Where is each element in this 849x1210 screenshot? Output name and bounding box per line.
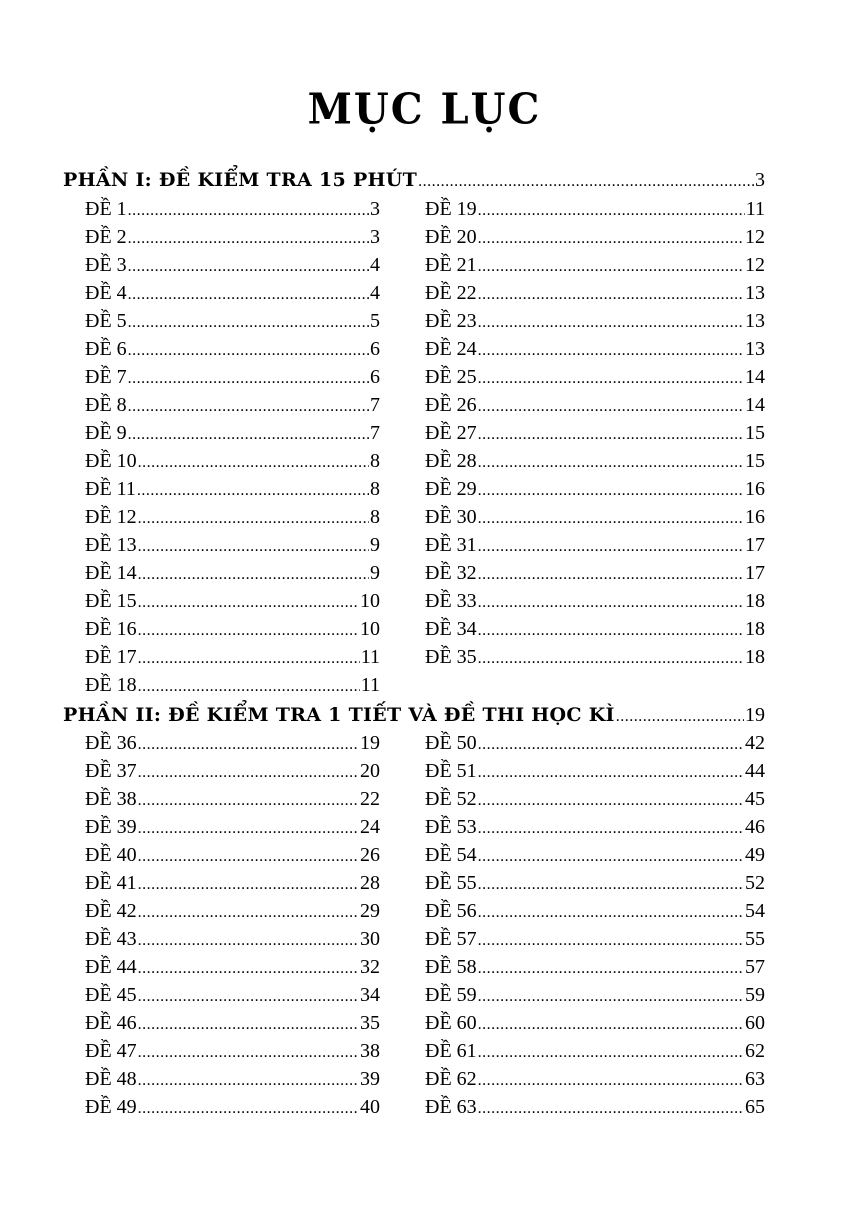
dot-leader (478, 587, 744, 617)
entry-label: ĐỀ 25 (425, 366, 477, 388)
entry-label: ĐỀ 36 (85, 732, 137, 754)
toc-entry[interactable] (85, 391, 380, 419)
dot-leader (478, 1093, 744, 1123)
dot-leader (138, 615, 359, 645)
entry-page-number: 17 (745, 562, 765, 584)
entry-label: ĐỀ 34 (425, 618, 477, 640)
entry-page-number: 14 (745, 394, 765, 416)
entry-label: ĐỀ 54 (425, 844, 477, 866)
dot-leader (128, 251, 369, 281)
entry-label: ĐỀ 31 (425, 534, 477, 556)
entry-page-number: 55 (745, 928, 765, 950)
entry-label: ĐỀ 22 (425, 282, 477, 304)
entry-page-number: 7 (370, 422, 380, 444)
toc-entry[interactable] (425, 869, 765, 897)
toc-entry[interactable] (85, 981, 380, 1009)
dot-leader (478, 869, 744, 899)
dot-leader (128, 363, 369, 393)
dot-leader (478, 1037, 744, 1067)
dot-leader (478, 813, 744, 843)
entry-label: ĐỀ 30 (425, 506, 477, 528)
entry-page-number: 11 (360, 646, 380, 668)
entry-page-number: 8 (370, 450, 380, 472)
entry-page-number: 15 (745, 422, 765, 444)
dot-leader (138, 1009, 359, 1039)
entry-page-number: 63 (745, 1068, 765, 1090)
entry-label: ĐỀ 50 (425, 732, 477, 754)
toc-entry[interactable] (85, 1065, 380, 1093)
dot-leader (138, 953, 359, 983)
entry-page-number: 7 (370, 394, 380, 416)
entry-page-number: 15 (745, 450, 765, 472)
section-page-number: 3 (755, 169, 765, 191)
toc-entry[interactable] (425, 391, 765, 419)
entry-page-number: 29 (360, 900, 380, 922)
entry-label: ĐỀ 10 (85, 450, 137, 472)
dot-leader (478, 363, 744, 393)
entry-page-number: 60 (745, 1012, 765, 1034)
dot-leader (138, 503, 369, 533)
part1-right-column (425, 195, 765, 671)
entry-label: ĐỀ 48 (85, 1068, 137, 1090)
entry-page-number: 44 (745, 760, 765, 782)
dot-leader (138, 897, 359, 927)
toc-entry[interactable] (85, 729, 380, 757)
entry-page-number: 10 (360, 618, 380, 640)
entry-page-number: 52 (745, 872, 765, 894)
entry-label: ĐỀ 8 (85, 394, 127, 416)
entry-page-number: 65 (745, 1096, 765, 1118)
dot-leader (478, 981, 744, 1011)
toc-entry[interactable] (85, 1009, 380, 1037)
entry-label: ĐỀ 56 (425, 900, 477, 922)
entry-label: ĐỀ 51 (425, 760, 477, 782)
entry-page-number: 5 (370, 310, 380, 332)
toc-entry[interactable] (85, 1037, 380, 1065)
toc-entry[interactable] (425, 307, 765, 335)
dot-leader (138, 869, 359, 899)
dot-leader (138, 785, 359, 815)
entry-label: ĐỀ 24 (425, 338, 477, 360)
entry-page-number: 42 (745, 732, 765, 754)
entry-page-number: 26 (360, 844, 380, 866)
toc-entry[interactable] (425, 841, 765, 869)
entry-label: ĐỀ 47 (85, 1040, 137, 1062)
toc-entry[interactable] (425, 1009, 765, 1037)
toc-entry[interactable] (425, 897, 765, 925)
toc-entry[interactable] (425, 757, 765, 785)
toc-entry[interactable] (425, 475, 765, 503)
dot-leader (138, 1037, 359, 1067)
dot-leader (478, 953, 744, 983)
entry-page-number: 39 (360, 1068, 380, 1090)
entry-page-number: 59 (745, 984, 765, 1006)
dot-leader (128, 419, 369, 449)
toc-entry[interactable] (425, 587, 765, 615)
entry-page-number: 13 (745, 310, 765, 332)
toc-entry[interactable] (85, 363, 380, 391)
dot-leader (478, 559, 744, 589)
entry-label: ĐỀ 42 (85, 900, 137, 922)
toc-entry[interactable] (425, 643, 765, 671)
toc-entry[interactable] (85, 925, 380, 953)
toc-entry[interactable] (425, 729, 765, 757)
dot-leader (138, 643, 360, 673)
part1-left-column (85, 195, 380, 699)
entry-page-number: 34 (360, 984, 380, 1006)
toc-entry[interactable] (425, 195, 765, 223)
dot-leader (478, 615, 744, 645)
entry-page-number: 24 (360, 816, 380, 838)
entry-page-number: 6 (370, 338, 380, 360)
entry-label: ĐỀ 33 (425, 590, 477, 612)
dot-leader (478, 897, 744, 927)
dot-leader (138, 587, 359, 617)
part2-right-column (425, 729, 765, 1121)
toc-entry[interactable] (425, 785, 765, 813)
entry-label: ĐỀ 4 (85, 282, 127, 304)
section-page-number: 19 (745, 704, 765, 726)
toc-entry[interactable] (425, 981, 765, 1009)
entry-page-number: 3 (370, 226, 380, 248)
entry-page-number: 18 (745, 590, 765, 612)
entry-page-number: 4 (370, 254, 380, 276)
toc-entry[interactable] (85, 953, 380, 981)
entry-label: ĐỀ 46 (85, 1012, 137, 1034)
entry-page-number: 30 (360, 928, 380, 950)
dot-leader (128, 223, 369, 253)
dot-leader (478, 841, 744, 871)
dot-leader (478, 757, 744, 787)
entry-page-number: 4 (370, 282, 380, 304)
toc-entry[interactable] (85, 643, 380, 671)
entry-label: ĐỀ 18 (85, 674, 137, 696)
entry-label: ĐỀ 14 (85, 562, 137, 584)
entry-page-number: 22 (360, 788, 380, 810)
entry-label: ĐỀ 52 (425, 788, 477, 810)
dot-leader (128, 307, 369, 337)
entry-page-number: 20 (360, 760, 380, 782)
dot-leader (478, 335, 744, 365)
entry-page-number: 46 (745, 816, 765, 838)
toc-section-part1[interactable] (63, 166, 765, 194)
dot-leader (138, 1093, 359, 1123)
toc-entry[interactable] (425, 419, 765, 447)
toc-entry[interactable] (425, 447, 765, 475)
dot-leader (138, 841, 359, 871)
entry-label: ĐỀ 39 (85, 816, 137, 838)
dot-leader (478, 785, 744, 815)
entry-label: ĐỀ 15 (85, 590, 137, 612)
entry-page-number: 19 (360, 732, 380, 754)
toc-entry[interactable] (425, 1093, 765, 1121)
toc-entry[interactable] (85, 531, 380, 559)
entry-page-number: 9 (370, 562, 380, 584)
entry-label: ĐỀ 45 (85, 984, 137, 1006)
toc-entry[interactable] (85, 671, 380, 699)
entry-label: ĐỀ 12 (85, 506, 137, 528)
dot-leader (138, 981, 359, 1011)
dot-leader (478, 531, 744, 561)
entry-label: ĐỀ 63 (425, 1096, 477, 1118)
dot-leader (138, 559, 369, 589)
dot-leader (128, 391, 369, 421)
toc-entry[interactable] (85, 841, 380, 869)
dot-leader (138, 1065, 359, 1095)
toc-entry[interactable] (85, 279, 380, 307)
dot-leader (478, 503, 744, 533)
toc-entry[interactable] (425, 559, 765, 587)
toc-entry[interactable] (425, 363, 765, 391)
toc-entry[interactable] (425, 953, 765, 981)
toc-entry[interactable] (425, 503, 765, 531)
toc-entry[interactable] (425, 335, 765, 363)
entry-label: ĐỀ 29 (425, 478, 477, 500)
toc-entry[interactable] (425, 1065, 765, 1093)
toc-entry[interactable] (85, 335, 380, 363)
entry-label: ĐỀ 58 (425, 956, 477, 978)
dot-leader (128, 279, 369, 309)
entry-label: ĐỀ 19 (425, 198, 477, 220)
entry-page-number: 11 (360, 674, 380, 696)
toc-entry[interactable] (85, 1093, 380, 1121)
entry-page-number: 13 (745, 338, 765, 360)
entry-label: ĐỀ 27 (425, 422, 477, 444)
entry-label: ĐỀ 26 (425, 394, 477, 416)
dot-leader (138, 813, 359, 843)
entry-page-number: 9 (370, 534, 380, 556)
dot-leader (138, 671, 360, 701)
toc-entry[interactable] (85, 615, 380, 643)
toc-entry[interactable] (85, 587, 380, 615)
entry-page-number: 45 (745, 788, 765, 810)
section-label: PHẦN I: ĐỀ KIỂM TRA 15 PHÚT (63, 169, 418, 191)
entry-page-number: 3 (370, 198, 380, 220)
dot-leader (616, 702, 744, 731)
entry-label: ĐỀ 60 (425, 1012, 477, 1034)
dot-leader (138, 757, 359, 787)
dot-leader (478, 419, 744, 449)
toc-entry[interactable] (85, 813, 380, 841)
entry-label: ĐỀ 13 (85, 534, 137, 556)
entry-label: ĐỀ 2 (85, 226, 127, 248)
entry-label: ĐỀ 16 (85, 618, 137, 640)
entry-page-number: 38 (360, 1040, 380, 1062)
toc-entry[interactable] (425, 615, 765, 643)
dot-leader (478, 643, 744, 673)
dot-leader (478, 475, 744, 505)
entry-page-number: 35 (360, 1012, 380, 1034)
dot-leader (478, 279, 744, 309)
toc-entry[interactable] (425, 279, 765, 307)
part2-left-column (85, 729, 380, 1121)
entry-label: ĐỀ 41 (85, 872, 137, 894)
entry-label: ĐỀ 6 (85, 338, 127, 360)
entry-label: ĐỀ 49 (85, 1096, 137, 1118)
entry-label: ĐỀ 32 (425, 562, 477, 584)
toc-entry[interactable] (85, 223, 380, 251)
entry-label: ĐỀ 57 (425, 928, 477, 950)
entry-page-number: 10 (360, 590, 380, 612)
dot-leader (138, 447, 369, 477)
entry-page-number: 6 (370, 366, 380, 388)
toc-entry[interactable] (85, 475, 380, 503)
entry-page-number: 32 (360, 956, 380, 978)
toc-entry[interactable] (85, 419, 380, 447)
dot-leader (478, 307, 744, 337)
entry-label: ĐỀ 62 (425, 1068, 477, 1090)
entry-label: ĐỀ 53 (425, 816, 477, 838)
entry-label: ĐỀ 61 (425, 1040, 477, 1062)
toc-entry[interactable] (425, 251, 765, 279)
dot-leader (137, 475, 369, 505)
dot-leader (138, 531, 369, 561)
dot-leader (478, 925, 744, 955)
dot-leader (478, 223, 744, 253)
entry-label: ĐỀ 37 (85, 760, 137, 782)
toc-entry[interactable] (85, 559, 380, 587)
toc-entry[interactable] (425, 925, 765, 953)
dot-leader (128, 195, 369, 225)
toc-entry[interactable] (425, 223, 765, 251)
page-title: MỤC LỤC (307, 84, 542, 135)
entry-page-number: 14 (745, 366, 765, 388)
entry-label: ĐỀ 35 (425, 646, 477, 668)
toc-entry[interactable] (85, 897, 380, 925)
entry-page-number: 62 (745, 1040, 765, 1062)
entry-page-number: 13 (745, 282, 765, 304)
toc-entry[interactable] (85, 869, 380, 897)
dot-leader (478, 251, 744, 281)
entry-label: ĐỀ 5 (85, 310, 127, 332)
toc-entry[interactable] (425, 1037, 765, 1065)
dot-leader (478, 391, 744, 421)
toc-section-part2[interactable] (63, 701, 765, 729)
dot-leader (478, 1065, 744, 1095)
entry-page-number: 16 (745, 478, 765, 500)
entry-label: ĐỀ 59 (425, 984, 477, 1006)
toc-entry[interactable] (85, 785, 380, 813)
entry-label: ĐỀ 1 (85, 198, 127, 220)
entry-label: ĐỀ 44 (85, 956, 137, 978)
entry-page-number: 57 (745, 956, 765, 978)
entry-label: ĐỀ 9 (85, 422, 127, 444)
entry-label: ĐỀ 17 (85, 646, 137, 668)
dot-leader (138, 925, 359, 955)
entry-label: ĐỀ 20 (425, 226, 477, 248)
entry-label: ĐỀ 3 (85, 254, 127, 276)
toc-entry[interactable] (85, 503, 380, 531)
entry-label: ĐỀ 11 (85, 478, 136, 500)
entry-page-number: 18 (745, 646, 765, 668)
entry-page-number: 40 (360, 1096, 380, 1118)
section-label: PHẦN II: ĐỀ KIỂM TRA 1 TIẾT VÀ ĐỀ THI HỌC KÌ (63, 704, 615, 726)
toc-entry[interactable] (425, 813, 765, 841)
entry-page-number: 28 (360, 872, 380, 894)
entry-page-number: 8 (370, 506, 380, 528)
entry-label: ĐỀ 21 (425, 254, 477, 276)
dot-leader (478, 195, 745, 225)
entry-label: ĐỀ 7 (85, 366, 127, 388)
toc-entry[interactable] (425, 531, 765, 559)
dot-leader (478, 729, 744, 759)
dot-leader (138, 729, 359, 759)
toc-entry[interactable] (85, 195, 380, 223)
entry-label: ĐỀ 40 (85, 844, 137, 866)
entry-page-number: 49 (745, 844, 765, 866)
dot-leader (128, 335, 369, 365)
dot-leader (478, 1009, 744, 1039)
entry-page-number: 18 (745, 618, 765, 640)
dot-leader (478, 447, 744, 477)
entry-page-number: 17 (745, 534, 765, 556)
entry-page-number: 16 (745, 506, 765, 528)
entry-label: ĐỀ 43 (85, 928, 137, 950)
toc-entry[interactable] (85, 307, 380, 335)
entry-page-number: 54 (745, 900, 765, 922)
entry-page-number: 11 (745, 198, 765, 220)
entry-label: ĐỀ 28 (425, 450, 477, 472)
toc-entry[interactable] (85, 251, 380, 279)
dot-leader (418, 167, 754, 196)
toc-entry[interactable] (85, 757, 380, 785)
entry-label: ĐỀ 55 (425, 872, 477, 894)
entry-page-number: 8 (370, 478, 380, 500)
entry-label: ĐỀ 23 (425, 310, 477, 332)
toc-entry[interactable] (85, 447, 380, 475)
entry-page-number: 12 (745, 254, 765, 276)
entry-page-number: 12 (745, 226, 765, 248)
entry-label: ĐỀ 38 (85, 788, 137, 810)
